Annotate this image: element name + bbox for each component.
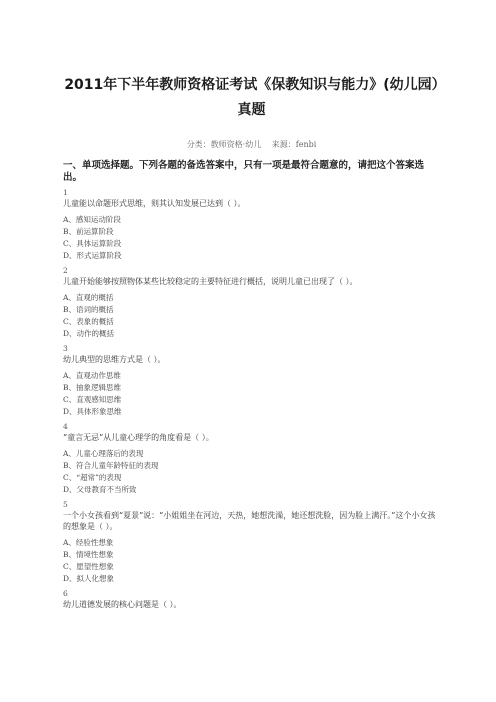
question-item: [63, 266, 440, 340]
answer-option: C、具体运算阶段: [63, 239, 122, 248]
question-item: [63, 589, 440, 610]
question-number: 1: [63, 188, 68, 197]
answer-option: B、情境性想象: [63, 550, 114, 559]
answer-option: C、表象的概括: [63, 317, 114, 326]
answer-option: D、动作的概括: [63, 329, 115, 338]
question-item: [63, 422, 440, 496]
document-meta: [63, 139, 440, 150]
answer-option: B、抽象逻辑思维: [63, 383, 122, 392]
question-text: 一个小女孩看到“夏景”说：“小姐姐坐在河边，天热，她想洗澡，她还想洗脸，因为脸上满汗。”这个小女孩的想象是（ ）。: [63, 511, 436, 531]
section-heading: 一、单项选择题。下列各题的备选答案中，只有一项是最符合题意的，请把这个答案选出。: [63, 160, 425, 183]
answer-option: C、“超常”的表现: [63, 473, 122, 482]
answer-option: A、直观的概括: [63, 293, 114, 302]
question-item: [63, 500, 440, 585]
document-title: 2011年下半年教师资格证考试《保教知识与能力》(幼儿园）真题: [64, 77, 439, 118]
answer-option: A、经验性想象: [63, 538, 114, 547]
answer-option: D、父母教育不当所致: [63, 485, 137, 494]
source-label: 来源：fenbi: [271, 140, 317, 149]
question-number: 6: [63, 589, 68, 598]
question-text: “童言无忌”从儿童心理学的角度看是（ ）。: [63, 433, 214, 442]
answer-option: D、具体形象思维: [63, 407, 122, 416]
answer-option: A、儿童心理落后的表现: [63, 449, 144, 458]
question-text: 幼儿道德发展的核心问题是（ ）。: [63, 600, 182, 609]
answer-option: B、前运算阶段: [63, 227, 114, 236]
question-number: 3: [63, 344, 68, 353]
answer-option: B、语词的概括: [63, 305, 114, 314]
answer-option: A、感知运动阶段: [63, 215, 121, 224]
answer-option: C、愿望性想象: [63, 562, 114, 571]
question-list: [63, 188, 440, 610]
question-text: 儿童开始能够按照物体某些比较稳定的主要特征进行概括，说明儿童已出现了（ ）。: [63, 277, 358, 286]
answer-option: B、符合儿童年龄特征的表现: [63, 461, 159, 470]
answer-option: A、直观动作思维: [63, 371, 121, 380]
question-number: 5: [63, 500, 68, 509]
category-label: 分类：教师资格·幼儿: [186, 140, 262, 149]
question-item: [63, 188, 440, 262]
question-number: 2: [63, 266, 68, 275]
question-text: 儿童能以命题形式思维，则其认知发展已达到（ ）。: [63, 199, 246, 208]
answer-option: C、直观感知思维: [63, 395, 122, 404]
question-item: [63, 344, 440, 418]
question-text: 幼儿典型的思维方式是（ ）。: [63, 355, 166, 364]
question-number: 4: [63, 422, 68, 431]
answer-option: D、形式运算阶段: [63, 251, 122, 260]
answer-option: D、拟人化想象: [63, 574, 115, 583]
